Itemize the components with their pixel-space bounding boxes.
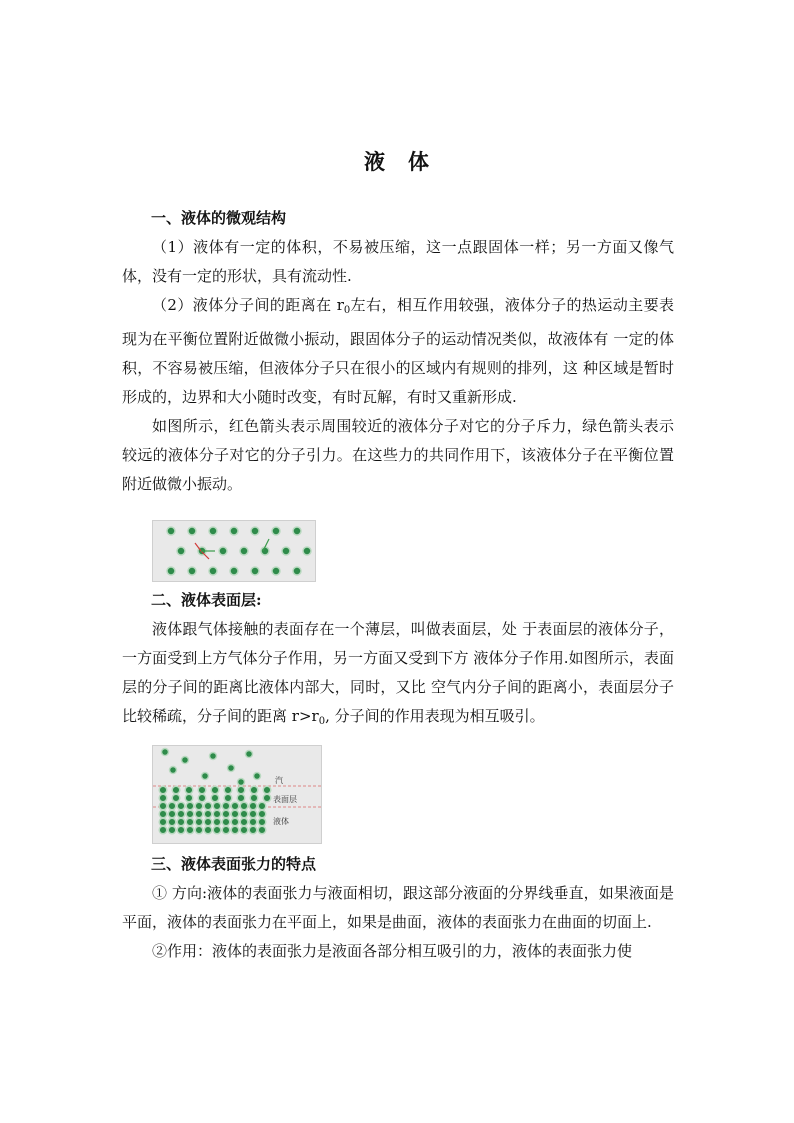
section-surface-layer	[122, 586, 674, 736]
surface-layer-image	[153, 746, 321, 843]
molecule-dot	[172, 794, 180, 802]
molecule-dot	[240, 802, 248, 810]
molecule-dot	[231, 810, 239, 818]
molecule-dot	[204, 826, 212, 834]
molecule-dot	[204, 818, 212, 826]
molecule-dot	[258, 802, 266, 810]
molecule-dot	[238, 779, 245, 786]
molecule-dot	[246, 751, 253, 758]
molecule-dot	[195, 826, 203, 834]
molecule-dot	[240, 826, 248, 834]
molecule-dot	[222, 826, 230, 834]
molecule-dot	[231, 802, 239, 810]
molecule-dot	[177, 547, 185, 555]
molecule-dot	[177, 802, 185, 810]
section-heading: 一、液体的微观结构	[151, 209, 287, 227]
molecule-dot	[159, 794, 167, 802]
molecule-dot	[211, 786, 219, 794]
molecule-dot	[168, 826, 176, 834]
molecule-dot	[272, 527, 280, 535]
molecule-dot	[251, 567, 259, 575]
paragraph: （2）液体分子间的距离在 $r_0$左右，相互作用较强，液体分子的热运动主要表现为在平衡位置附近做微小振动，跟固体分子的运动情况类似，故液体有 一定的体积，不容易被压缩，但液体分子只在很小的区域内有规则的排列，这 种区域是暂时形成的，边界和大小随时改变，有时瓦解，有时又重新形成.	[122, 296, 674, 406]
molecule-dot	[168, 818, 176, 826]
molecule-dot	[198, 786, 206, 794]
molecule-dot	[167, 567, 175, 575]
molecule-dot	[204, 802, 212, 810]
molecule-dot	[213, 802, 221, 810]
molecule-dot	[168, 810, 176, 818]
molecule-dot	[250, 786, 258, 794]
molecule-dot	[167, 527, 175, 535]
molecule-dot	[224, 786, 232, 794]
molecule-dot	[237, 794, 245, 802]
molecule-dot	[224, 794, 232, 802]
molecule-dot	[263, 794, 271, 802]
molecule-dot	[211, 794, 219, 802]
molecule-dot	[159, 802, 167, 810]
molecule-dot	[258, 818, 266, 826]
molecule-dot	[222, 810, 230, 818]
molecule-dot	[188, 527, 196, 535]
molecule-dot	[240, 818, 248, 826]
molecule-dot	[230, 567, 238, 575]
molecule-dot	[222, 802, 230, 810]
molecule-lattice-image	[153, 521, 315, 581]
molecule-dot	[204, 810, 212, 818]
molecule-dot	[222, 818, 230, 826]
paragraph: ②作用：液体的表面张力是液面各部分相互吸引的力，液体的表面张力使	[152, 942, 633, 960]
molecule-dot	[168, 802, 176, 810]
molecule-dot	[210, 753, 217, 760]
molecule-dot	[170, 767, 177, 774]
molecule-dot	[231, 826, 239, 834]
molecule-dot	[219, 547, 227, 555]
molecule-dot	[249, 802, 257, 810]
molecule-dot	[185, 786, 193, 794]
molecule-dot	[159, 786, 167, 794]
section-heading: 三、液体表面张力的特点	[151, 855, 317, 873]
section-surface-tension	[122, 850, 674, 966]
molecule-dot	[250, 794, 258, 802]
molecule-dot	[258, 810, 266, 818]
molecule-dot	[249, 810, 257, 818]
molecule-dot	[177, 826, 185, 834]
molecule-dot	[186, 802, 194, 810]
molecule-dot	[202, 773, 209, 780]
molecule-dot	[237, 786, 245, 794]
liquid-label: 液体	[273, 817, 289, 826]
molecule-dot	[177, 810, 185, 818]
molecule-dot	[249, 826, 257, 834]
molecule-dot	[195, 810, 203, 818]
molecule-dot	[213, 826, 221, 834]
molecule-dot	[249, 818, 257, 826]
molecule-dot	[230, 527, 238, 535]
molecule-dot	[159, 826, 167, 834]
molecule-dot	[185, 794, 193, 802]
molecule-dot	[198, 794, 206, 802]
molecule-dot	[186, 818, 194, 826]
vapor-label: 汽	[275, 776, 283, 785]
molecule-dot	[231, 818, 239, 826]
molecule-dot	[240, 547, 248, 555]
section-heading: 二、液体表面层:	[151, 591, 262, 609]
molecule-dot	[213, 810, 221, 818]
paragraph: 如图所示，红色箭头表示周围较近的液体分子对它的分子斥力，绿色箭头表示较远的液体分子对它的分子引力。在这些力的共同作用下，该液体分子在平衡位置附近做微小振动。	[122, 417, 674, 493]
molecule-dot	[282, 547, 290, 555]
molecule-dot	[177, 818, 185, 826]
page-title: 液 体	[364, 149, 430, 174]
molecule-dot	[188, 567, 196, 575]
molecule-dot	[303, 547, 311, 555]
molecule-dot	[162, 749, 169, 756]
paragraph: ① 方向:液体的表面张力与液面相切，跟这部分液面的分界线垂直，如果液面是平面，液体的表面张力在平面上，如果是曲面，液体的表面张力在曲面的切面上.	[122, 884, 674, 931]
molecule-dot	[213, 818, 221, 826]
molecule-dot	[159, 818, 167, 826]
surface-layer-figure	[152, 745, 322, 844]
surface-layer-label: 表面层	[273, 795, 297, 804]
molecule-dot	[272, 567, 280, 575]
molecule-dot	[195, 802, 203, 810]
molecule-dot	[293, 567, 301, 575]
section-microstructure	[122, 204, 674, 499]
molecule-dot	[182, 757, 189, 764]
molecule-dot	[228, 765, 235, 772]
molecule-dot	[172, 786, 180, 794]
molecule-dot	[293, 527, 301, 535]
molecule-dot	[186, 826, 194, 834]
molecule-dot	[258, 826, 266, 834]
paragraph: 液体跟气体接触的表面存在一个薄层，叫做表面层，处 于表面层的液体分子， 一方面受到上方气体分子作用，另一方面又受到下方 液体分子作用.如图所示，表面层的分子间的距离比液体内部大，同时，又比 空气内分子间的距离小，表面层分子比较稀疏，分子间的距离 $r>r_0$, 分子间的作用表现为相互吸引。	[122, 620, 674, 727]
molecule-dot	[251, 527, 259, 535]
molecule-dot	[209, 567, 217, 575]
molecule-dot	[254, 773, 261, 780]
paragraph: （1）液体有一定的体积，不易被压缩，这一点跟固体一样；另一方面又像气体，没有一定的形状，具有流动性.	[122, 238, 674, 285]
molecule-dot	[263, 786, 271, 794]
molecule-dot	[159, 810, 167, 818]
molecule-dot	[195, 818, 203, 826]
molecule-dot	[240, 810, 248, 818]
molecule-force-figure	[152, 520, 316, 582]
molecule-dot	[186, 810, 194, 818]
molecule-dot	[209, 527, 217, 535]
